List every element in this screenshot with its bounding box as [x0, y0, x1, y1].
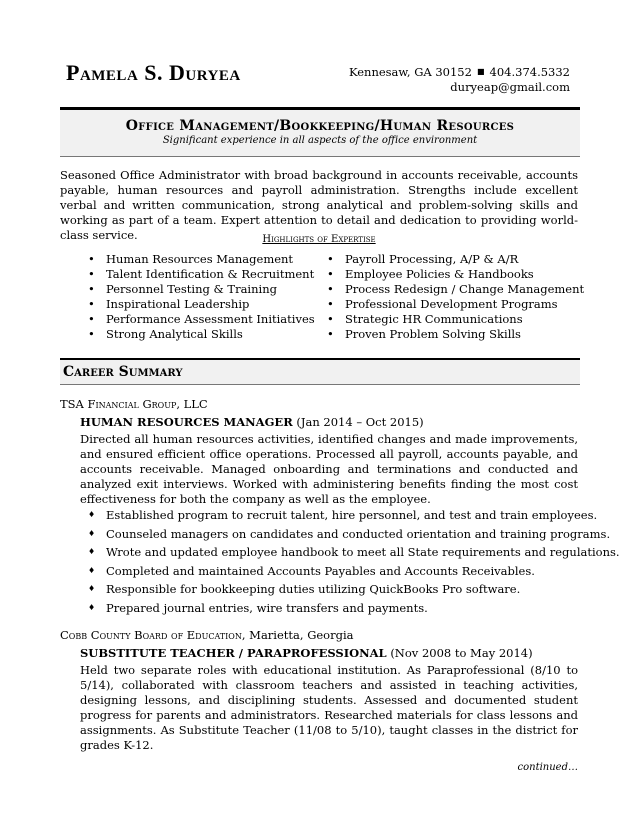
list-item: • Process Redesign / Change Management: [327, 282, 584, 297]
job-title-line: [80, 646, 533, 660]
employer-label: TSA Financial Group, LLC: [60, 397, 208, 411]
list-item: ♦ Responsible for bookkeeping duties utilizing QuickBooks Pro software.: [88, 580, 620, 599]
job-title: HUMAN RESOURCES MANAGER: [80, 415, 293, 429]
list-item: • Performance Assessment Initiatives: [88, 312, 315, 327]
contact-line-1: [349, 64, 570, 80]
highlights-right-list: [327, 252, 584, 342]
list-item: • Human Resources Management: [88, 252, 315, 267]
job-title-line: [80, 415, 424, 429]
employer-location: , Marietta, Georgia: [241, 628, 354, 642]
career-section-header: [60, 358, 580, 385]
list-item: ♦ Established program to recruit talent, hire personnel, and test and train employees.: [88, 506, 620, 525]
list-item: ♦ Prepared journal entries, wire transfers and payments.: [88, 599, 620, 618]
phone: 404.374.5332: [489, 65, 570, 79]
list-item: • Inspirational Leadership: [88, 297, 315, 312]
employer-label: Cobb County Board of Education: [60, 628, 242, 642]
headline-subtitle: Significant experience in all aspects of the office environment: [162, 135, 478, 146]
continued-note: continued…: [517, 762, 578, 773]
list-item: • Employee Policies & Handbooks: [327, 267, 584, 282]
job-dates: (Nov 2008 to May 2014): [390, 646, 533, 660]
section-title: Career Summary: [63, 364, 183, 380]
headline-title: Office Management/Bookkeeping/Human Resources: [125, 118, 515, 134]
separator-icon: ■: [476, 67, 485, 76]
location: Kennesaw, GA 30152: [348, 65, 472, 79]
highlights-left-list: [88, 252, 315, 342]
list-item: ♦ Counseled managers on candidates and conducted orientation and training programs.: [88, 525, 620, 544]
list-item: • Strategic HR Communications: [327, 312, 584, 327]
highlights-title: Highlights of Expertise: [262, 234, 376, 245]
employer-name: [60, 397, 208, 411]
list-item: ♦ Wrote and updated employee handbook to meet all State requirements and regulations.: [88, 543, 620, 562]
job-description: Directed all human resources activities, identified changes and made improvements, and ensured efficient office operations. Processed all payroll, accounts payable, and accounts receivable. Managed onboarding and terminations and conducted and analyzed exit interviews. Worked with administering benefits finding the most cost effectiveness for both the company as well as the employee.: [80, 432, 578, 506]
list-item: • Personnel Testing & Training: [88, 282, 315, 297]
list-item: • Professional Development Programs: [327, 297, 584, 312]
job-title: SUBSTITUTE TEACHER / PARAPROFESSIONAL: [80, 646, 387, 660]
employer-name: [60, 628, 354, 642]
list-item: • Strong Analytical Skills: [88, 327, 315, 342]
job-dates: (Jan 2014 – Oct 2015): [296, 415, 424, 429]
list-item: • Proven Problem Solving Skills: [327, 327, 584, 342]
professional-summary: Seasoned Office Administrator with broad background in accounts receivable, accounts payable, human resources and payroll administration. Strengths include excellent verbal and written communication, strong analytical and problem-solving skills and working as part of a team. Expert attention to detail and dedication to providing world-class service.: [60, 168, 578, 242]
list-item: • Payroll Processing, A/P & A/R: [327, 252, 584, 267]
email: duryeap@gmail.com: [450, 80, 570, 94]
contact-block: [349, 64, 570, 95]
headline-banner: [60, 110, 580, 157]
job-description: Held two separate roles with educational institution. As Paraprofessional (8/10 to 5/14), collaborated with classroom teachers and assisted in teaching activities, designing lessons, and disciplining students. Assessed and documented student progress for parents and administrators. Researched materials for class lessons and assignments. As Substitute Teacher (11/08 to 5/10), taught classes in the district for grades K-12.: [80, 663, 578, 752]
list-item: ♦ Completed and maintained Accounts Payables and Accounts Receivables.: [88, 562, 620, 581]
candidate-name: Pamela S. Duryea: [66, 60, 241, 85]
list-item: • Talent Identification & Recruitment: [88, 267, 315, 282]
duties-list: [88, 506, 620, 617]
